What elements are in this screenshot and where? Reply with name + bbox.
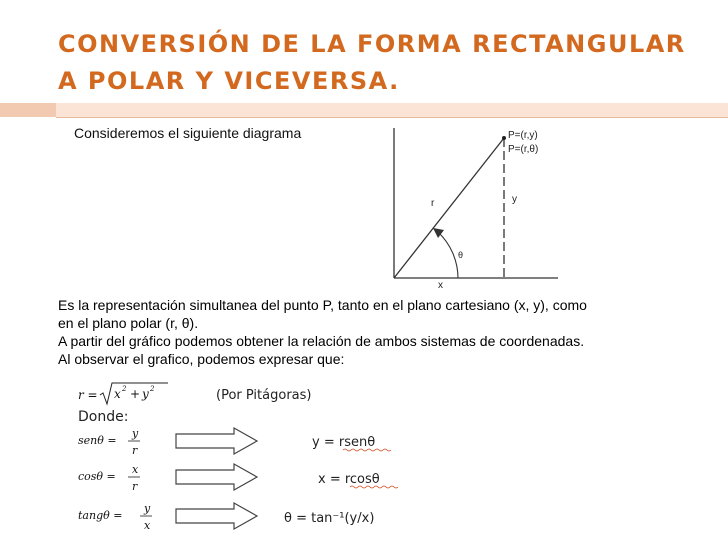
pythagoras-note: (Por Pitágoras): [216, 388, 312, 403]
title-accent-band-right: [56, 103, 728, 118]
intro-text: Consideremos el siguiente diagrama: [74, 125, 302, 141]
svg-text:y: y: [142, 387, 149, 401]
title-accent-band-left: [0, 103, 56, 117]
tan-numerator: y: [144, 502, 151, 515]
tan-lhs: tangθ =: [78, 509, 123, 522]
paragraph-line-3: A partir del gráfico podemos obtener la relación de ambos sistemas de coordenadas.: [58, 333, 585, 349]
pythagoras-lhs: r =: [78, 388, 98, 402]
svg-text:2: 2: [150, 385, 155, 393]
title-line-1: CONVERSIÓN DE LA FORMA RECTANGULAR: [58, 30, 686, 58]
slide-title: [58, 26, 698, 100]
cos-lhs: cosθ =: [78, 470, 116, 483]
arrow-tan: [176, 503, 257, 529]
title-line-2: A POLAR Y VICEVERSA.: [58, 67, 400, 95]
svg-text:2: 2: [122, 385, 127, 393]
point-p: [502, 136, 506, 140]
sen-denominator: r: [132, 444, 138, 457]
sen-numerator: y: [132, 427, 139, 440]
angle-arc: [438, 232, 458, 278]
paragraph-line-2: en el plano polar (r, θ).: [58, 315, 199, 331]
tan-denominator: x: [144, 519, 151, 532]
cos-denominator: r: [132, 480, 138, 493]
formulas-block: [72, 380, 432, 540]
label-theta: θ: [458, 250, 464, 260]
cos-numerator: x: [132, 463, 139, 476]
label-y: y: [512, 194, 517, 205]
svg-text:x: x: [114, 387, 121, 401]
explanation-paragraph: [58, 296, 587, 368]
label-r: r: [431, 198, 435, 209]
donde-label: Donde:: [78, 409, 129, 425]
cos-result: x = rcosθ: [318, 472, 380, 487]
arrow-sen: [176, 428, 257, 454]
radius-line: [394, 138, 504, 278]
svg-text:+: +: [130, 387, 141, 401]
label-point-ry: P=(r,y): [508, 130, 538, 141]
paragraph-line-4: Al observar el grafico, podemos expresar que:: [58, 351, 345, 367]
sqrt-symbol: [100, 383, 168, 404]
sen-lhs: senθ =: [78, 434, 117, 447]
label-x: x: [438, 280, 443, 291]
arrow-cos: [176, 464, 257, 490]
label-point-rtheta: P=(r,θ): [508, 144, 539, 155]
sen-result: y = rsenθ: [312, 435, 376, 450]
tan-result: θ = tan⁻¹(y/x): [284, 511, 375, 526]
paragraph-line-1: Es la representación simultanea del punto P, tanto en el plano cartesiano (x, y), como: [58, 297, 587, 313]
polar-diagram: [378, 122, 568, 292]
